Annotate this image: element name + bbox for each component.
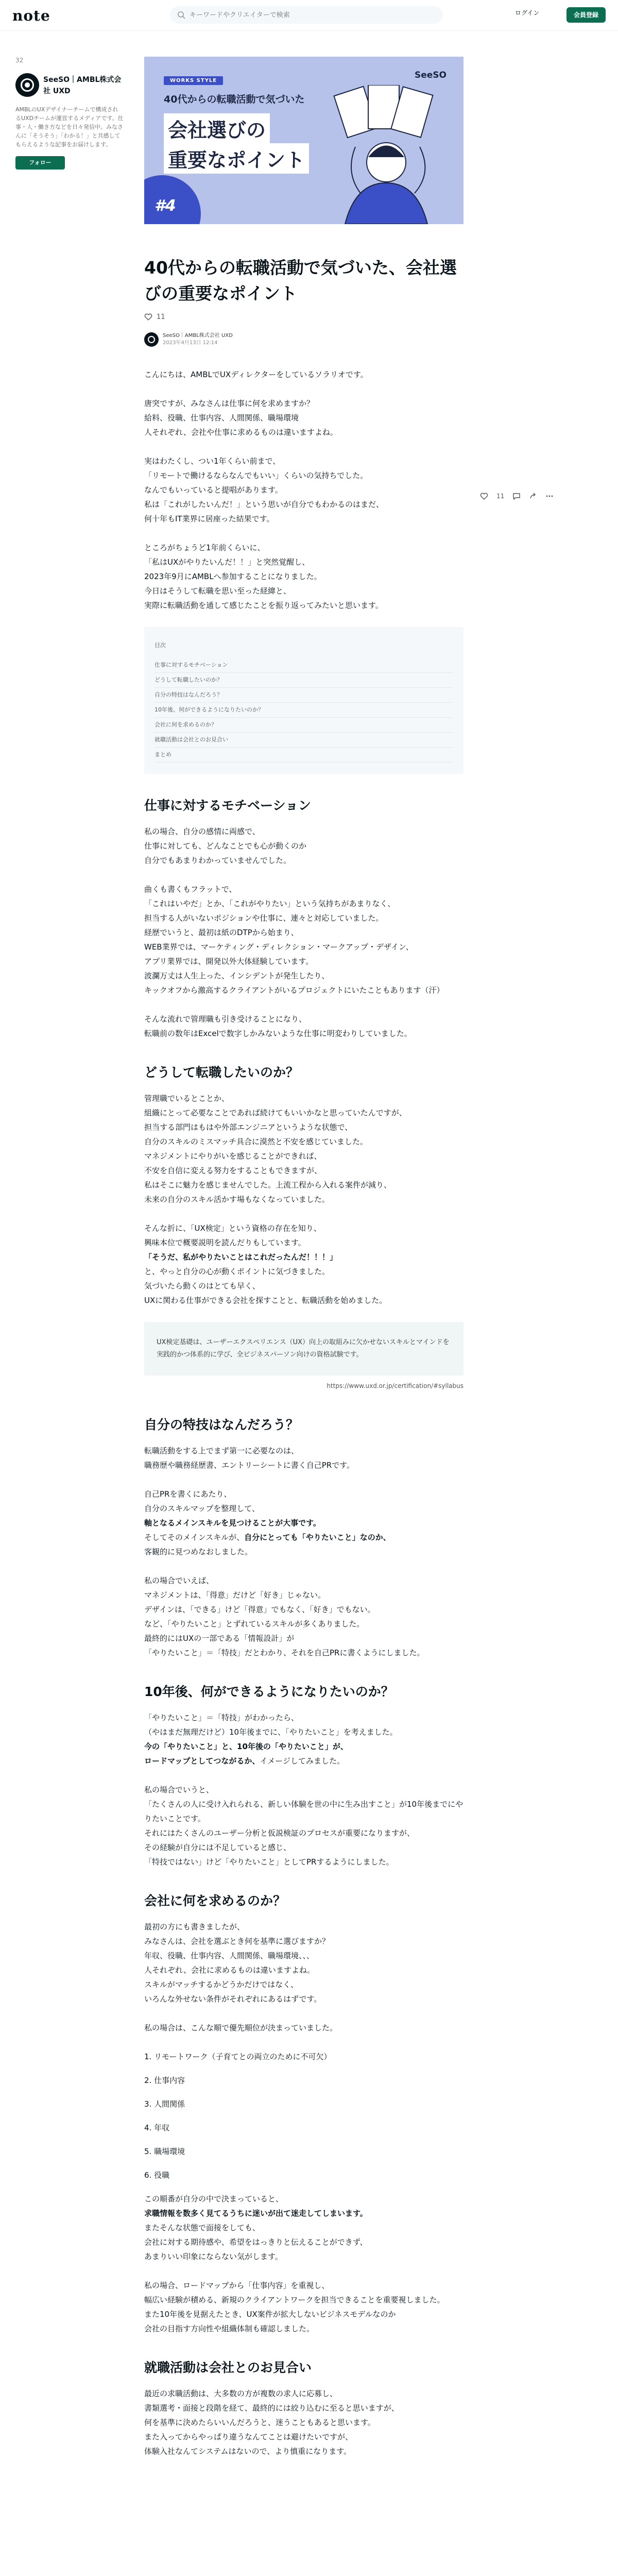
- text-span: そしてそのメインスキルが、: [144, 1533, 245, 1542]
- text-span: 客観的に見つめなおしました。: [144, 1547, 253, 1556]
- toc-item[interactable]: 就職活動は会社とのお見合い: [154, 733, 453, 748]
- heart-icon[interactable]: [480, 492, 488, 500]
- paragraph: [144, 2192, 464, 2264]
- article-title: 40代からの転職活動で気づいた、会社選びの重要なポイント: [144, 258, 457, 303]
- hero-subtitle: 40代からの転職活動で気づいた: [164, 94, 305, 105]
- paragraph: そんな流れで管理職も引き受けることになり、 転職前の数年はExcelで数字しかみないような仕事に明変わりしていました。: [144, 1014, 412, 1038]
- paragraph: 私の場合は、こんな順で優先順位が決まっていました。: [144, 2023, 338, 2032]
- section-heading: どうして転職したいのか？: [144, 1065, 299, 1080]
- intro-paragraph: ところがちょうど1年前くらいに、 「私はUXがやりたいんだ！！」と突然覚醒し、 2023年9月にAMBLへ参加することになりました。 今日はそうして転職を思い至った経緯と、 実際に転職活動を通して感じたことを振り返ってみたいと思います。: [144, 543, 383, 610]
- share-icon[interactable]: [529, 492, 537, 500]
- creator-name[interactable]: SeeSO｜AMBL株式会社 UXD: [43, 76, 122, 95]
- section-heading: 就職活動は会社とのお見合い: [144, 2360, 312, 2375]
- section-heading: 自分の特技はなんだろう？: [144, 1417, 299, 1432]
- intro-paragraph: 実はわたくし、つい1年くらい前まで、 「リモートで働けるならなんでもいい」くらいの気持ちでした。 なんでもいっていると提唱があります。 私は「これがしたいんだ！」という思いが自分でもわかるのはまだ、 何十年もIT業界に居座った結果です。: [144, 456, 384, 523]
- emphasis-text: 軸となるメインスキルを見つけることが大事です。: [144, 1518, 321, 1528]
- paragraph: 最初の方にも書きましたが、 みなさんは、会社を選ぶとき何を基準に選びますか？ 年収、役職、仕事内容、人間関係、職場環境、、、 人それぞれ、会社に求めるものは違いますよね。 スキルがマッチするかどうかだけではなく、 いろんな外せない条件がそれぞれにあるはずです。: [144, 1922, 330, 2004]
- external-link[interactable]: https://www.uxd.or.jp/certification/#syllabus: [327, 1382, 464, 1389]
- paragraph: 私の場合でいうと、 「たくさんの人に受け入れられる、新しい体験を世の中に生み出すこと」が10年後までにやりたいことです。 それにはたくさんのユーザー分析と仮説検証のプロセスが重要になりますが、 その経験が自分には不足していると感じ、 「特技ではない」けど「やりたいこと」としてPRするようにしました。: [144, 1785, 464, 1867]
- paragraph: 私の場合、自分の感情に両感で、 仕事に対しても、どんなことでも心が動くのか 自分でもあまりわかっていませんでした。: [144, 827, 307, 865]
- author-avatar[interactable]: [144, 332, 159, 347]
- paragraph: 管理職でいるとことか、 組織にとって必要なことであれば続けてもいいかなと思っていたんですが、 担当する部門はもはや外部エンジニアというような状態で、 自分のスキルのミスマッチ具合に漠然と不安を感じていました。 マネジメントにやりがいを感じることができれば、 不安を自信に変える努力をすることもできますが、 私はそこに魅力を感じませんでした。上流工程から入れる案件が減り、 未来の自分のスキル活かす場もなくなっていました。: [144, 1094, 407, 1204]
- paragraph: 最近の求職活動は、大多数の方が複数の求人に応募し、 書類選考・面接と段階を経て、最終的には絞り込むに至ると思いますが、 何を基準に決めたらいいんだろうと、迷うこともあると思います。 また入ってからやっぱり違うなんてことは避けたいですが、 体験入社なんてシステムはないので、より慎重になります。: [144, 2389, 399, 2456]
- toc-item[interactable]: どうして転職したいのか？: [154, 673, 453, 688]
- emphasis-text: 今の「やりたいこと」と、10年後の「やりたいこと」が、 ロードマップとしてつながるか、: [144, 1742, 348, 1766]
- article: [144, 255, 464, 2473]
- section-heading: 会社に何を求めるのか？: [144, 1893, 286, 1908]
- paragraph: 曲くも書くもフラットで、 「これはいやだ」とか、「これがやりたい」という気持ちがあまりなく、 担当する人がいないポジションや仕事に、連々と対応していました。 経歴でいうと、最初は紙のDTPから始まり、 WEB業界では、マーケティング・ディレクション・マークアップ・デザイン、 アプリ業界では、開発以外大体経験しています。 波瀾万丈は人生上った、インシデントが発生したり、 キックオフから激高するクライアントがいるプロジェクトにいたこともあります（汗）: [144, 885, 444, 995]
- creator-description: AMBLのUXデザイナーチームで構成されるUXDチームが運営するメディアです。仕事・人・働き方などを日々発信中。みなさんに「そうそう」「わかる！」と共感してもらえるような記事をお届けします。: [15, 106, 124, 148]
- text-span: 自己PRを書くにあたり、 自分のスキルマップを整理して、: [144, 1489, 260, 1513]
- toc-item[interactable]: 会社に何を求めるのか？: [154, 718, 453, 733]
- toc-item[interactable]: 自分の特技はなんだろう？: [154, 688, 453, 703]
- pin-count: 32: [15, 57, 24, 64]
- toc-item[interactable]: 10年後、何ができるようになりたいのか？: [154, 703, 453, 718]
- list-item: 2. 仕事内容: [144, 2076, 185, 2085]
- hero-number: #4: [154, 197, 176, 215]
- list-item: 3. 人間関係: [144, 2099, 185, 2109]
- brand-logo: SeeSO: [415, 70, 447, 80]
- floating-actions: [480, 492, 554, 500]
- text-span: またそんな状態で面接をしても、 会社に対する期待感や、希望をはっきりと伝えることができず、 あまりいい印象にならない気がします。: [144, 2223, 368, 2261]
- like-row: [144, 313, 464, 321]
- creator-info: [15, 73, 124, 97]
- text-span: 「やりたいこと」＝「特技」がわかったら、 （やはまだ無理だけど）10年後までに、「やりたいこと」を考えました。: [144, 1713, 398, 1737]
- note-logo[interactable]: note: [12, 7, 50, 24]
- author-name[interactable]: SeeSO｜AMBL株式会社 UXD: [163, 333, 233, 338]
- paragraph: [144, 1487, 464, 1559]
- article-body: [144, 367, 464, 2459]
- like-count: 11: [157, 313, 165, 321]
- section-heading: 仕事に対するモチベーション: [144, 798, 312, 813]
- floating-like-count: 11: [496, 493, 505, 500]
- hero-badge: WORKS STYLE: [164, 76, 223, 85]
- more-icon[interactable]: [545, 492, 554, 500]
- search-bar[interactable]: [170, 6, 443, 24]
- hero-image: [144, 57, 464, 224]
- toc-item[interactable]: 仕事に対するモチベーション: [154, 658, 453, 673]
- search-input[interactable]: [190, 6, 437, 24]
- paragraph: そんな折に、「UX検定」という資格の存在を知り、 興味本位で概要説明を読んだりもしています。: [144, 1224, 321, 1247]
- emphasis-text: 自分にとっても「やりたいこと」なのか、: [244, 1533, 391, 1542]
- paragraph: 私の場合でいえば、 マネジメントは、「得意」だけど「好き」じゃない。 デザインは、「できる」けど「得意」でもなく、「好き」でもない。 など、「やりたいこと」とずれているスキルが多くありました。 最終的にはUXの一部である「情報設計」が 「やりたいこと」＝「特技」だとわかり、それを自己PRに書くようにしました。: [144, 1576, 425, 1657]
- priority-list: [144, 2049, 464, 2182]
- quote-block: UX検定基礎は、ユーザーエクスペリエンス（UX）向上の取組みに欠かせないスキルとマインドを実践的かつ体系的に学び、全ビジネスパーソン向けの資格試験です。: [144, 1322, 464, 1376]
- list-item: 6. 役職: [144, 2171, 170, 2180]
- list-item: 4. 年収: [144, 2123, 170, 2132]
- paragraph: [144, 1710, 464, 1768]
- emphasis-text: 求職情報を数多く見てるうちに迷いが出て迷走してしまいます。: [144, 2209, 368, 2218]
- top-navigation: [0, 0, 618, 31]
- hero-title-1: 会社選びの: [164, 113, 270, 144]
- creator-sidebar: [15, 57, 124, 170]
- hero-title-2: 重要なポイント: [164, 143, 309, 174]
- list-item: 1. リモートワーク（子育てとの両立のために不可欠）: [144, 2052, 332, 2061]
- follow-button[interactable]: フォロー: [15, 156, 65, 170]
- paragraph: と、やっと自分の心が動くポイントに気づきました。 気づいたら動くのはとても早く、 UXに関わる仕事ができる会社を探すことと、転職活動を始めました。: [144, 1267, 387, 1305]
- emphasis-text: 「そうだ、私がやりたいことはこれだったんだ！！！」: [144, 1252, 338, 1262]
- intro-paragraph: 唐突ですが、みなさんは仕事に何を求めますか？ 給料、役職、仕事内容、人間関係、職場環境 人それぞれ、会社や仕事に求めるものは違いますよね。: [144, 399, 338, 437]
- comment-icon[interactable]: [512, 492, 521, 500]
- post-date: 2023年4月13日 12:14: [163, 340, 218, 346]
- toc-item[interactable]: まとめ: [154, 748, 453, 762]
- heart-icon[interactable]: [144, 313, 152, 321]
- signup-button[interactable]: 会員登録: [566, 7, 606, 23]
- search-icon: [177, 11, 185, 19]
- list-item: 5. 職場環境: [144, 2147, 185, 2156]
- author-row: [144, 332, 464, 347]
- paragraph: 転職活動をする上でまず第一に必要なのは、 職務歴や職務経歴書、エントリーシートに書く自己PRです。: [144, 1446, 354, 1470]
- table-of-contents: [144, 627, 464, 774]
- text-span: この順番が自分の中で決まっていると、: [144, 2194, 284, 2204]
- text-span: イメージしてみました。: [260, 1756, 345, 1766]
- intro-paragraph: こんにちは、AMBLでUXディレクターをしているソラリオです。: [144, 370, 368, 379]
- paragraph: 私の場合、ロードマップから「仕事内容」を重視し、 幅広い経験が積める、新規のクライアントワークを担当できることを重要視しました。 また10年後を見据えたとき、UX案件が拡大しないビジネスモデルなのか 会社の目指す方向性や組織体制も確認しました。: [144, 2281, 445, 2333]
- creator-avatar[interactable]: [15, 73, 39, 97]
- login-link[interactable]: ログイン: [515, 9, 540, 16]
- paragraph-emphasis: [144, 1250, 464, 1264]
- person-with-cards-illustration: [324, 85, 458, 224]
- section-heading: 10年後、何ができるようになりたいのか？: [144, 1684, 394, 1699]
- toc-heading[interactable]: 目次: [154, 642, 166, 649]
